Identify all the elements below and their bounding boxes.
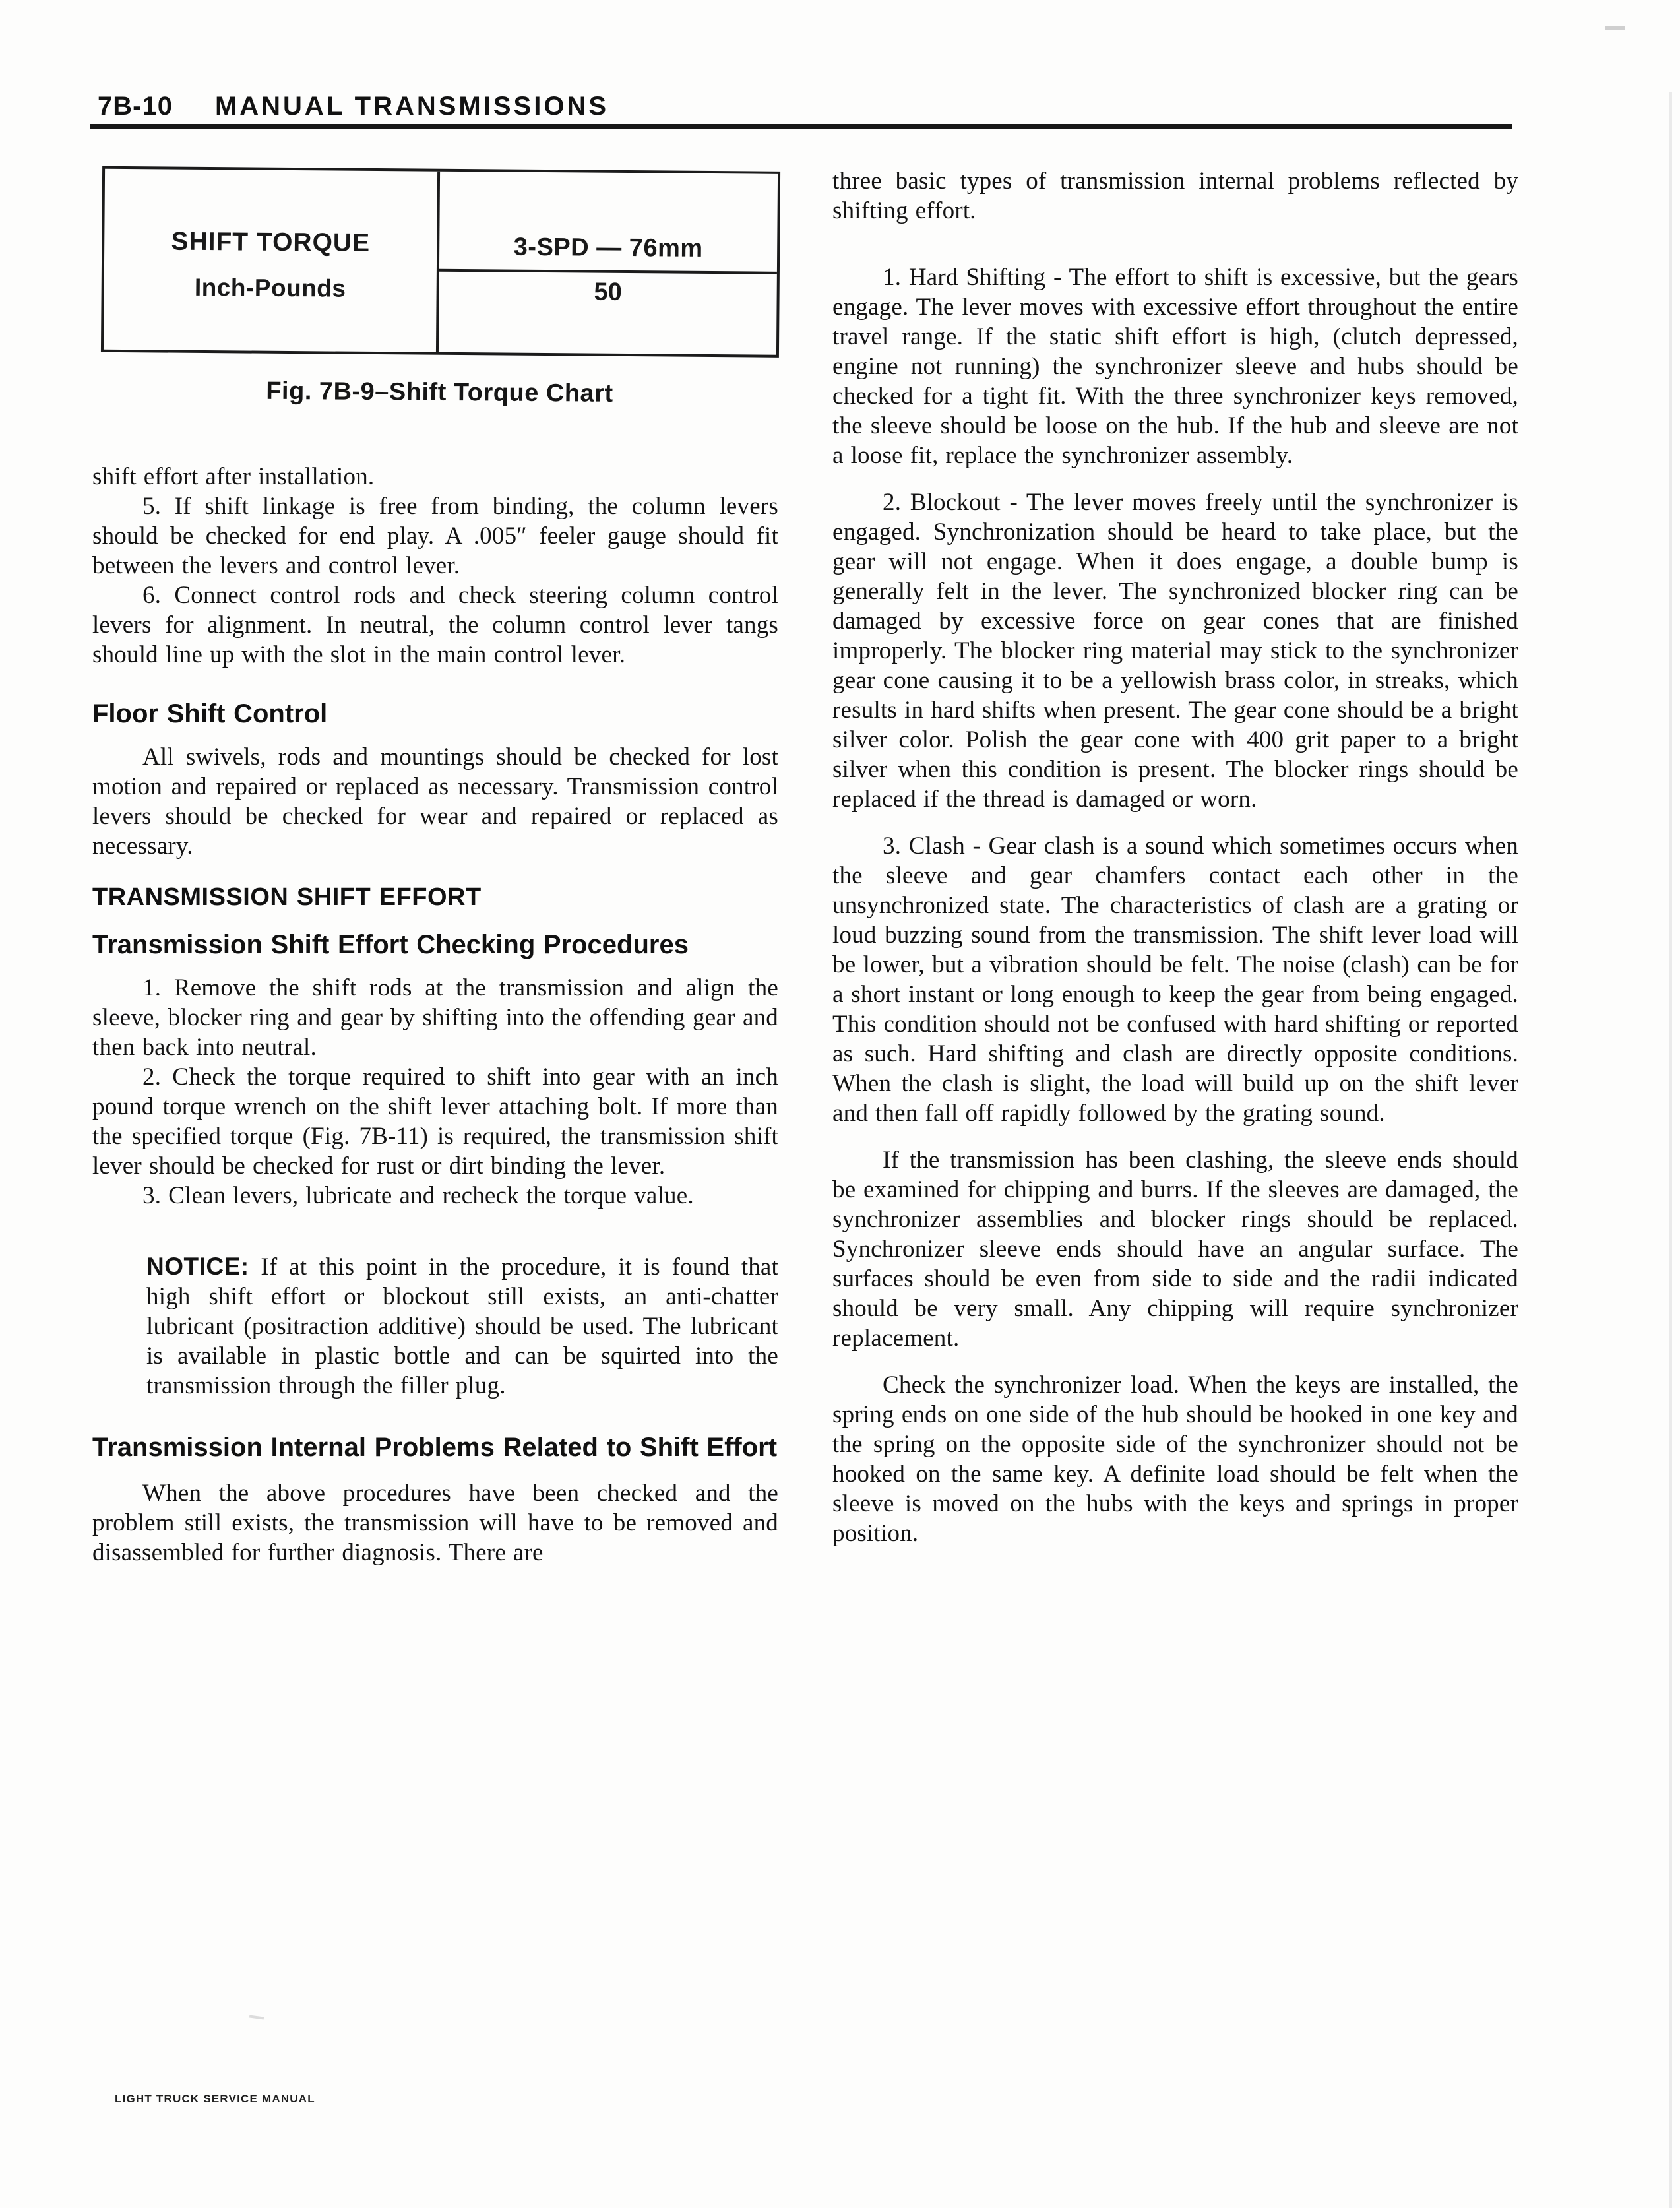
shift-torque-table xyxy=(101,166,780,358)
paragraph-continuation: shift effort after installation. xyxy=(92,463,375,490)
paragraph-clash: 3. Clash - Gear clash is a sound which sometimes occurs when the sleeve and gear chamfers contact each other in the unsynchronized state. The characteristics of clash are a grating or loud buzzing sound from the transmission. The shift lever load will be lower, but a vibration should be felt. The noise (clash) can be for a short instant or long enough to keep the gear from being engaged. This condition should not be confused with hard shifting or reported as such. Hard shifting and clash are directly opposite conditions. When the clash is slight, the load will build up on the shift lever and then fall off rapidly followed by the grating sound. xyxy=(832,833,1518,1127)
paragraph-internal-problems: When the above procedures have been checked and the problem still exists, the transmission will have to be removed and disassembled for further diagnosis. There are xyxy=(92,1480,778,1566)
table-row-header-cell xyxy=(104,169,440,352)
paragraph-continuation-right: three basic types of transmission internal problems reflected by shifting effort. xyxy=(832,168,1518,224)
paragraph-clashing-sleeves: If the transmission has been clashing, the sleeve ends should be examined for chipping and burrs. If the sleeves are damaged, the synchronizer assemblies and blocker rings should be replaced. Synchronizer sleeve ends should have an angular surface. The surfaces should be even from side to side and the radii indicated should be very small. Any chipping will require synchronizer replacement. xyxy=(832,1147,1518,1352)
table-column-header-cell: 3-SPD — 76mm xyxy=(439,172,778,274)
table-row-header-line1: SHIFT TORQUE xyxy=(171,227,371,257)
scan-artifact-mark xyxy=(249,2015,264,2019)
left-column xyxy=(92,462,778,1567)
footer-text: LIGHT TRUCK SERVICE MANUAL xyxy=(115,2093,315,2105)
notice-label: NOTICE: xyxy=(146,1253,249,1280)
paragraph-hard-shifting: 1. Hard Shifting - The effort to shift is excessive, but the gears engage. The lever moves with excessive effort throughout the entire travel range. If the static shift effort is high, (clutch depressed, engine not running) the synchronizer sleeve and hubs should be checked for a tight fit. With the three synchronizer keys removed, the sleeve should be loose on the hub. If the hub and sleeve are not a loose fit, replace the synchronizer assembly. xyxy=(832,264,1518,469)
heading-transmission-shift-effort: TRANSMISSION SHIFT EFFORT xyxy=(92,883,482,911)
heading-checking-procedures: Transmission Shift Effort Checking Procedures xyxy=(92,930,689,959)
heading-floor-shift-control: Floor Shift Control xyxy=(92,699,328,728)
paragraph-step6: 6. Connect control rods and check steering column control levers for alignment. In neutral, the column control lever tangs should line up with the slot in the main control lever. xyxy=(92,582,778,668)
paragraph-step1: 1. Remove the shift rods at the transmission and align the sleeve, blocker ring and gear by shifting into the offending gear and then back into neutral. xyxy=(92,974,778,1061)
scan-artifact-line xyxy=(1669,92,1672,2208)
page-header xyxy=(98,93,609,119)
heading-internal-problems: Transmission Internal Problems Related to Shift Effort xyxy=(92,1433,778,1462)
shift-torque-figure xyxy=(100,166,780,410)
right-column xyxy=(832,166,1518,1548)
figure-caption: Fig. 7B-9–Shift Torque Chart xyxy=(266,377,613,408)
page-number: 7B-10 xyxy=(98,92,173,121)
paragraph-floor-shift: All swivels, rods and mountings should be checked for lost motion and repaired or replaced as necessary. Transmission control levers should be checked for wear and repaired or replaced as necessary. xyxy=(92,743,778,860)
table-data-column xyxy=(439,172,778,355)
paragraph-blockout: 2. Blockout - The lever moves freely until the synchronizer is engaged. Synchronization should be heard to take place, but the gear will not engage. When it does engage, a double bump is generally felt in the lever. The synchronized blocker ring can be damaged by excessive force on gear cones that are finished improperly. The blocker ring material may stick to the synchronizer gear cone causing it to be a yellowish brass color, in streaks, which results in hard shifts when present. The gear cone should be a bright silver color. Polish the gear cone with 400 grit paper to a bright silver when this condition is present. The blocker rings should be replaced if the thread is damaged or worn. xyxy=(832,489,1518,813)
table-row-header-line2: Inch-Pounds xyxy=(194,273,346,302)
scan-artifact-dash xyxy=(1605,26,1625,30)
paragraph-step5: 5. If shift linkage is free from binding, the column levers should be checked for end play. A .005″ feeler gauge should fit between the levers and control lever. xyxy=(92,493,778,579)
paragraph-step3: 3. Clean levers, lubricate and recheck the torque value. xyxy=(142,1182,694,1209)
paragraph-synchronizer-load: Check the synchronizer load. When the keys are installed, the spring ends on one side of the hub should be hooked in one key and the spring on the opposite side of the synchronizer should not be hooked on the same key. A definite load should be felt when the sleeve is moved on the hubs with the keys and springs in proper position. xyxy=(832,1372,1518,1547)
paragraph-step2: 2. Check the torque required to shift into gear with an inch pound torque wrench on the shift lever attaching bolt. If more than the specified torque (Fig. 7B-11) is required, the transmission shift lever should be checked for rust or dirt binding the lever. xyxy=(92,1063,778,1180)
header-rule xyxy=(90,124,1512,129)
page-title: MANUAL TRANSMISSIONS xyxy=(214,92,609,121)
notice-text: If at this point in the procedure, it is found that high shift effort or blockout still exists, an anti-chatter lubricant (positraction additive) should be used. The lubricant is available in plastic bottle and can be squirted into the transmission through the filler plug. xyxy=(146,1253,778,1399)
table-value-cell: 50 xyxy=(594,278,622,306)
notice-block xyxy=(146,1251,778,1401)
